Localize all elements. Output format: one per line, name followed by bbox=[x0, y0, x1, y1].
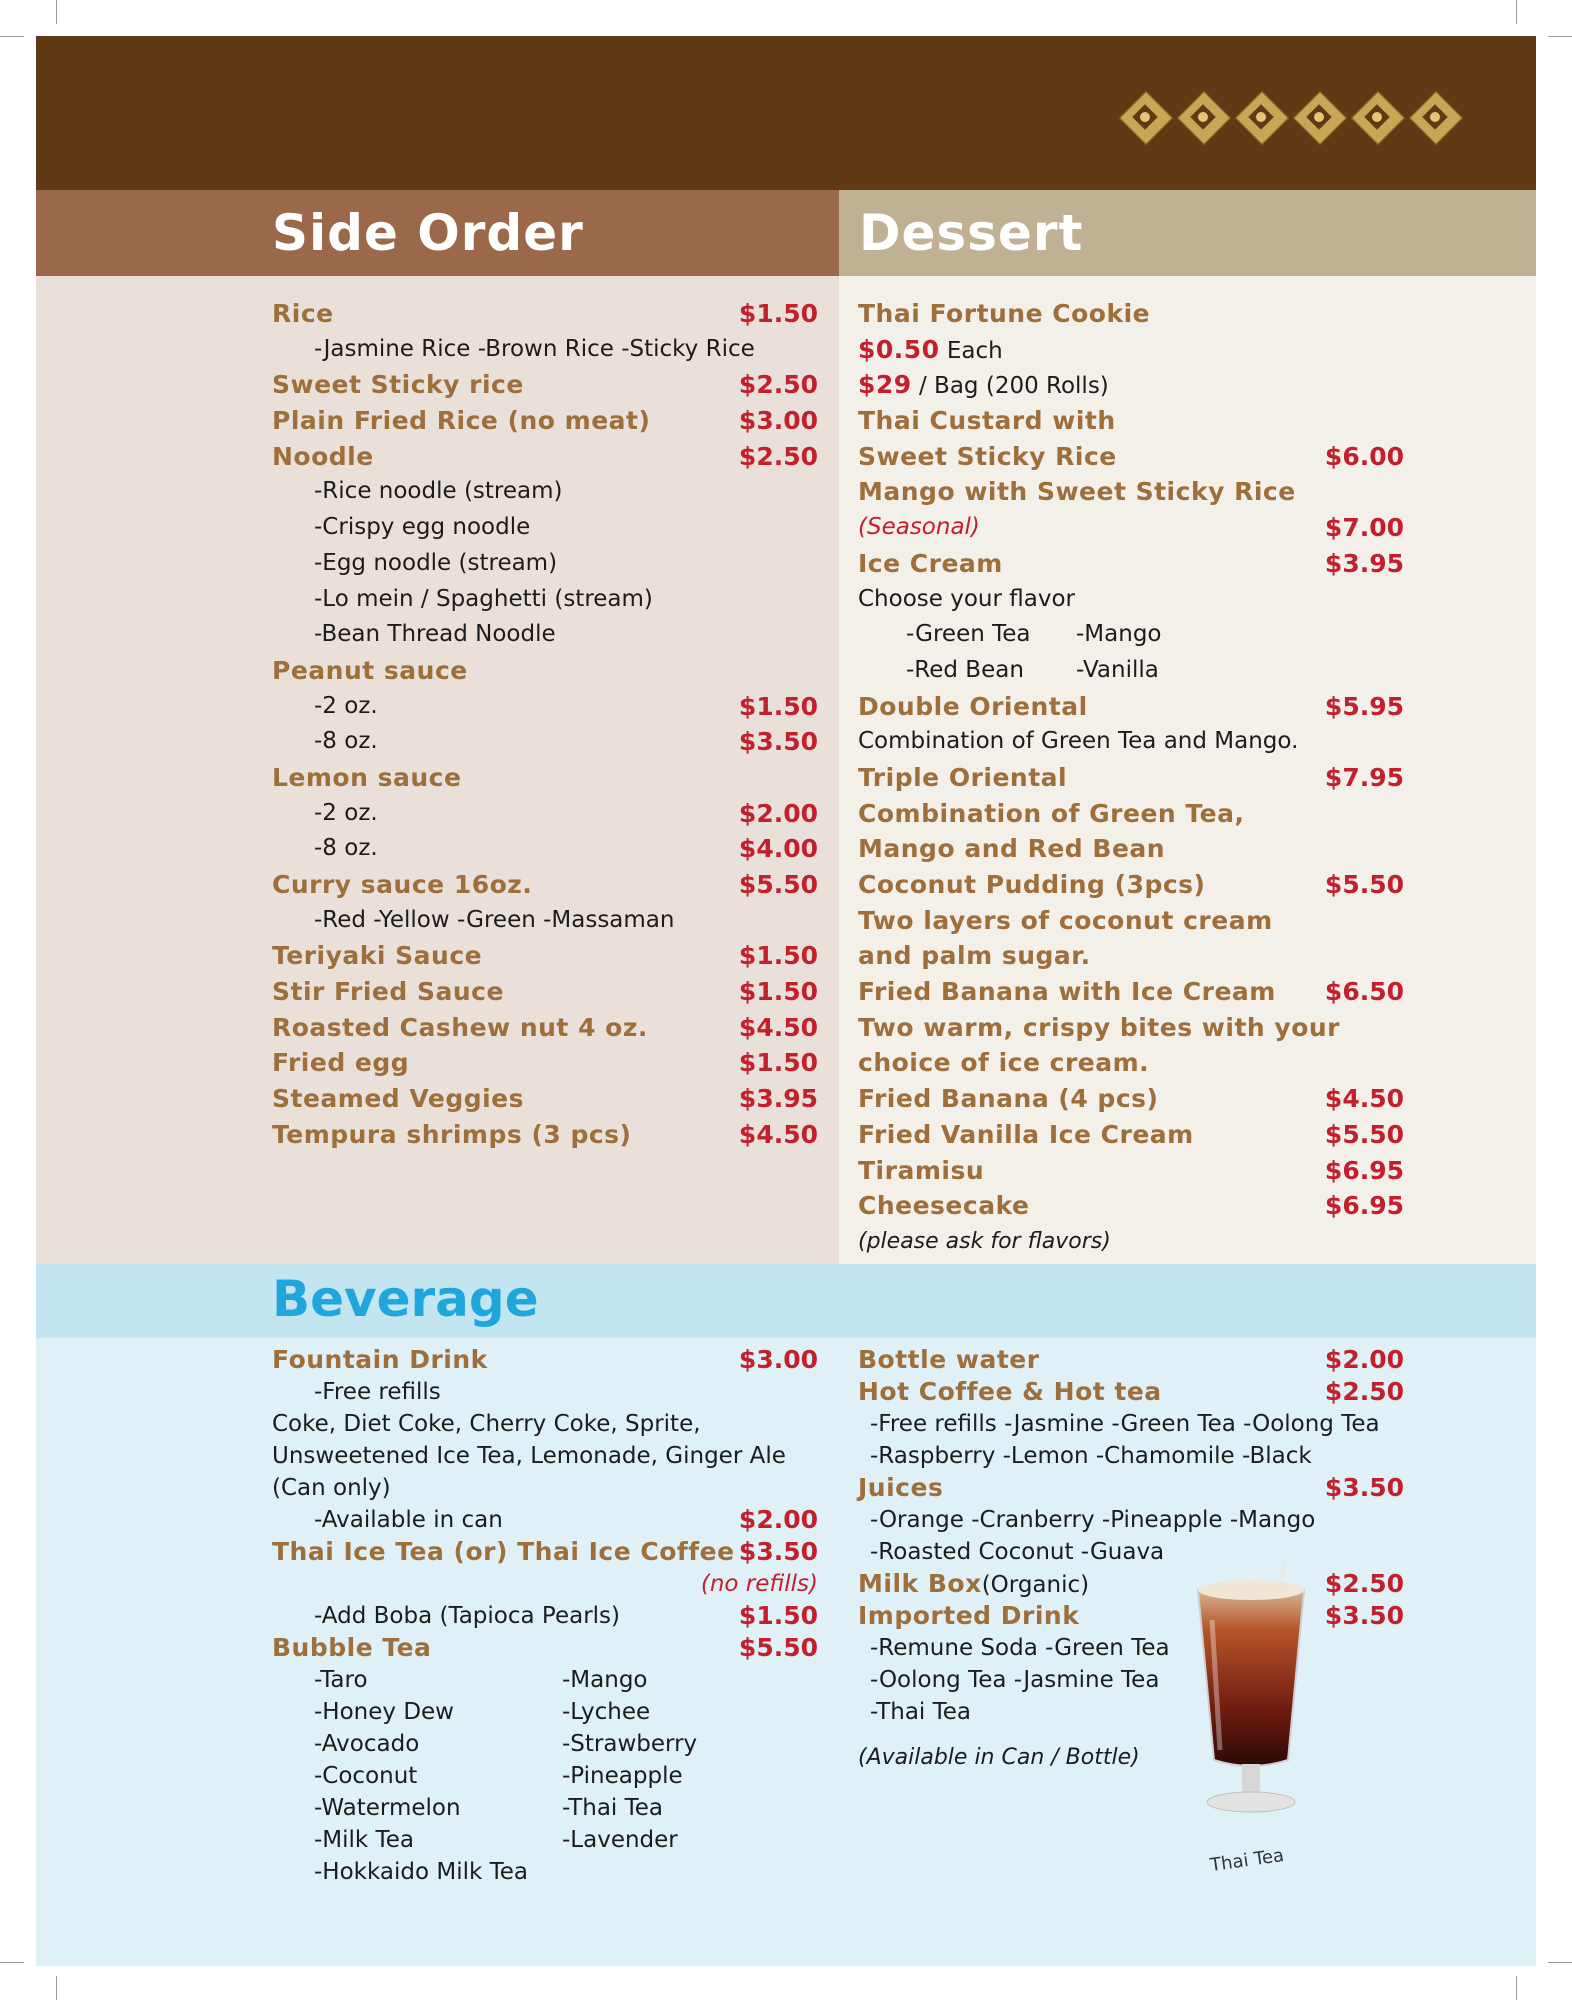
item-price: $3.00 bbox=[738, 406, 818, 436]
menu-item bbox=[272, 617, 818, 653]
item-name: Tempura shrimps (3 pcs) bbox=[272, 1119, 632, 1149]
item-name: Peanut sauce bbox=[272, 655, 468, 685]
item-note: (Organic) bbox=[981, 1572, 1090, 1598]
item-option: -Red -Yellow -Green -Massaman bbox=[314, 906, 675, 933]
flavor-option: -Hokkaido Milk Tea bbox=[314, 1859, 529, 1885]
menu-item bbox=[272, 367, 818, 403]
flavor-option: -Vanilla bbox=[1076, 656, 1159, 683]
dessert-list bbox=[858, 296, 1404, 1260]
item-price: $3.50 bbox=[1324, 1601, 1404, 1630]
item-name: Steamed Veggies bbox=[272, 1084, 525, 1114]
menu-item bbox=[858, 689, 1404, 725]
menu-item bbox=[272, 1117, 818, 1153]
photo-caption: Thai Tea bbox=[1208, 1844, 1286, 1877]
menu-item bbox=[858, 1664, 1404, 1696]
menu-item bbox=[858, 474, 1404, 510]
item-price: $5.50 bbox=[738, 1633, 818, 1662]
menu-item bbox=[272, 724, 818, 760]
menu-item bbox=[858, 938, 1404, 974]
flavor-option: -Red Bean bbox=[906, 656, 1024, 683]
thai-ornament-icon bbox=[1408, 90, 1462, 144]
menu-item bbox=[858, 724, 1404, 760]
item-name: Cheesecake bbox=[858, 1191, 1030, 1221]
menu-item bbox=[858, 1045, 1404, 1081]
menu-item bbox=[272, 760, 818, 796]
availability-note: (please ask for flavors) bbox=[858, 1228, 1111, 1254]
item-price: $4.00 bbox=[738, 834, 818, 864]
side-order-header bbox=[36, 190, 839, 276]
item-option: -Add Boba (Tapioca Pearls) bbox=[314, 1603, 621, 1629]
item-name: and palm sugar. bbox=[858, 941, 1091, 971]
menu-item bbox=[272, 974, 818, 1010]
item-name: Combination of Green Tea, bbox=[858, 798, 1245, 828]
menu-item bbox=[858, 796, 1404, 832]
item-price: $3.95 bbox=[738, 1084, 818, 1114]
menu-item bbox=[272, 653, 818, 689]
item-option: -8 oz. bbox=[314, 728, 378, 755]
thai-ornament-icon bbox=[1176, 90, 1230, 144]
flavor-option: -Lychee bbox=[562, 1699, 651, 1725]
menu-item bbox=[272, 582, 818, 618]
menu-item bbox=[858, 831, 1404, 867]
item-price: $2.00 bbox=[738, 798, 818, 828]
menu-item bbox=[858, 332, 1404, 368]
item-name: Sweet Sticky rice bbox=[272, 370, 524, 400]
item-price: $2.50 bbox=[738, 370, 818, 400]
menu-item bbox=[272, 474, 818, 510]
item-name: Tiramisu bbox=[858, 1155, 985, 1185]
menu-item bbox=[858, 1536, 1404, 1568]
bubble-tea-flavors bbox=[272, 1664, 818, 1888]
item-price: $5.50 bbox=[738, 870, 818, 899]
item-name: Sweet Sticky Rice bbox=[858, 441, 1117, 471]
side-order-title: Side Order bbox=[272, 204, 584, 262]
no-refills-note: (no refills) bbox=[700, 1571, 818, 1597]
item-name: Mango with Sweet Sticky Rice bbox=[858, 477, 1296, 507]
item-name: Triple Oriental bbox=[858, 762, 1068, 792]
item-option: -2 oz. bbox=[314, 692, 378, 719]
item-option: -Free refills -Jasmine -Green Tea -Oolong Tea bbox=[870, 1411, 1380, 1437]
flavor-option: -Mango bbox=[1076, 621, 1162, 648]
item-name: Mango and Red Bean bbox=[858, 834, 1166, 864]
item-name: Imported Drink bbox=[858, 1601, 1080, 1630]
item-name: Thai Fortune Cookie bbox=[858, 299, 1151, 328]
menu-item bbox=[272, 1632, 818, 1664]
menu-item bbox=[272, 1344, 818, 1376]
menu-item bbox=[272, 903, 818, 939]
item-name: Thai Custard with bbox=[858, 406, 1116, 436]
menu-item bbox=[858, 760, 1404, 796]
menu-item bbox=[272, 938, 818, 974]
item-price: $1.50 bbox=[738, 691, 818, 721]
beverage-header bbox=[36, 1264, 1536, 1338]
menu-item bbox=[858, 1081, 1404, 1117]
item-price: $2.00 bbox=[1324, 1345, 1404, 1374]
item-name: choice of ice cream. bbox=[858, 1048, 1150, 1078]
item-price: $2.50 bbox=[1324, 1569, 1404, 1598]
menu-item bbox=[858, 1408, 1404, 1440]
flavor-option: -Thai Tea bbox=[562, 1795, 663, 1821]
menu-item bbox=[858, 1696, 1404, 1728]
item-description: Choose your flavor bbox=[858, 585, 1075, 612]
flavor-row bbox=[272, 1856, 818, 1888]
flavor-option: -Strawberry bbox=[562, 1731, 698, 1757]
menu-item bbox=[858, 1504, 1404, 1536]
item-option: (Can only) bbox=[272, 1475, 391, 1501]
crop-mark bbox=[56, 0, 57, 24]
menu-item bbox=[858, 1117, 1404, 1153]
menu-item bbox=[858, 1224, 1404, 1260]
menu-item bbox=[858, 510, 1404, 546]
item-price: $2.50 bbox=[1324, 1377, 1404, 1406]
menu-item bbox=[858, 1600, 1404, 1632]
menu-item bbox=[272, 1408, 818, 1440]
crop-mark bbox=[1548, 36, 1572, 37]
item-price: $6.95 bbox=[1324, 1155, 1404, 1185]
menu-item bbox=[272, 403, 818, 439]
item-price: $7.95 bbox=[1324, 762, 1404, 792]
item-unit: / Bag (200 Rolls) bbox=[911, 373, 1109, 400]
item-name: Ice Cream bbox=[858, 548, 1003, 578]
flavor-row bbox=[272, 1824, 818, 1856]
item-price: $0.50 bbox=[858, 334, 940, 364]
menu-item bbox=[272, 510, 818, 546]
item-name: Fried egg bbox=[272, 1048, 410, 1078]
item-name: Juices bbox=[858, 1473, 944, 1502]
menu-item bbox=[858, 439, 1404, 475]
item-price: $5.50 bbox=[1324, 1119, 1404, 1149]
menu-item bbox=[858, 1632, 1404, 1664]
seasonal-note: (Seasonal) bbox=[858, 514, 980, 541]
flavor-option: -Green Tea bbox=[906, 621, 1031, 648]
flavor-option: -Avocado bbox=[314, 1731, 420, 1757]
crop-mark bbox=[1548, 1962, 1572, 1963]
thai-ornament-icon bbox=[1234, 90, 1288, 144]
item-option: -Rice noodle (stream) bbox=[314, 478, 563, 505]
flavor-row bbox=[272, 1792, 818, 1824]
flavor-option: -Honey Dew bbox=[314, 1699, 454, 1725]
dessert-header bbox=[839, 190, 1536, 276]
thai-ornament-icon bbox=[1118, 90, 1172, 144]
item-option: -Crispy egg noodle bbox=[314, 514, 531, 541]
menu-item bbox=[858, 867, 1404, 903]
menu-item bbox=[272, 796, 818, 832]
item-price: $3.00 bbox=[738, 1345, 818, 1374]
menu-item bbox=[858, 403, 1404, 439]
item-name: Bottle water bbox=[858, 1345, 1040, 1374]
item-price: $4.50 bbox=[738, 1012, 818, 1042]
item-option: -Orange -Cranberry -Pineapple -Mango bbox=[870, 1507, 1316, 1533]
item-price: $2.00 bbox=[738, 1505, 818, 1534]
item-price: $3.95 bbox=[1324, 548, 1404, 578]
thai-tea-photo bbox=[1190, 1560, 1312, 1820]
item-option: -2 oz. bbox=[314, 799, 378, 826]
flavor-row bbox=[272, 1760, 818, 1792]
item-price: $1.50 bbox=[738, 941, 818, 971]
item-unit: Each bbox=[939, 337, 1003, 364]
menu-item bbox=[858, 617, 1404, 653]
crop-mark bbox=[0, 36, 24, 37]
item-name: Bubble Tea bbox=[272, 1633, 432, 1662]
menu-item bbox=[272, 1472, 818, 1504]
thai-ornament-icon bbox=[1292, 90, 1346, 144]
item-price: $1.50 bbox=[738, 977, 818, 1007]
menu-item bbox=[858, 367, 1404, 403]
item-price: $4.50 bbox=[738, 1119, 818, 1149]
menu-item bbox=[858, 1440, 1404, 1472]
item-name: Two layers of coconut cream bbox=[858, 905, 1273, 935]
item-option: -Free refills bbox=[314, 1379, 441, 1405]
item-option: -Roasted Coconut -Guava bbox=[870, 1539, 1165, 1565]
availability-note: (Available in Can / Bottle) bbox=[858, 1745, 1140, 1770]
item-name: Plain Fried Rice (no meat) bbox=[272, 406, 651, 436]
item-name: Teriyaki Sauce bbox=[272, 941, 483, 971]
item-name: Fried Banana with Ice Cream bbox=[858, 977, 1276, 1007]
item-name: Fried Vanilla Ice Cream bbox=[858, 1119, 1194, 1149]
menu-item bbox=[858, 974, 1404, 1010]
item-price: $3.50 bbox=[738, 727, 818, 757]
item-price: $1.50 bbox=[738, 299, 818, 328]
menu-item bbox=[858, 1153, 1404, 1189]
thai-ornament-icon bbox=[1350, 90, 1404, 144]
item-name: Two warm, crispy bites with your bbox=[858, 1012, 1340, 1042]
menu-item bbox=[858, 582, 1404, 618]
menu-item bbox=[272, 1600, 818, 1632]
item-price: $1.50 bbox=[738, 1601, 818, 1630]
menu-item bbox=[858, 1344, 1404, 1376]
beverage-right-list bbox=[858, 1344, 1404, 1774]
item-name: Double Oriental bbox=[858, 691, 1088, 721]
item-name: Roasted Cashew nut 4 oz. bbox=[272, 1012, 648, 1042]
item-price: $1.50 bbox=[738, 1048, 818, 1078]
flavor-option: -Milk Tea bbox=[314, 1827, 414, 1853]
flavor-option: -Watermelon bbox=[314, 1795, 461, 1821]
flavor-option: -Mango bbox=[562, 1667, 648, 1693]
item-option: -Thai Tea bbox=[870, 1699, 971, 1725]
item-name: Milk Box bbox=[858, 1569, 982, 1598]
item-name: Curry sauce 16oz. bbox=[272, 870, 533, 899]
item-price: $6.00 bbox=[1324, 441, 1404, 471]
menu-item bbox=[858, 546, 1404, 582]
item-option: -Available in can bbox=[314, 1507, 503, 1533]
menu-item bbox=[858, 1376, 1404, 1408]
item-price: $5.95 bbox=[1324, 691, 1404, 721]
flavor-option: -Taro bbox=[314, 1667, 368, 1693]
flavor-row bbox=[272, 1664, 818, 1696]
flavor-row bbox=[272, 1728, 818, 1760]
item-name: Fountain Drink bbox=[272, 1345, 488, 1374]
item-name: Hot Coffee & Hot tea bbox=[858, 1377, 1162, 1406]
menu-item bbox=[858, 1568, 1404, 1600]
item-price: $7.00 bbox=[1324, 513, 1404, 543]
item-name: Fried Banana (4 pcs) bbox=[858, 1084, 1159, 1114]
item-option: -Remune Soda -Green Tea bbox=[870, 1635, 1170, 1661]
menu-item bbox=[858, 1010, 1404, 1046]
menu-item bbox=[858, 903, 1404, 939]
item-option: Unsweetened Ice Tea, Lemonade, Ginger Ale bbox=[272, 1443, 786, 1469]
menu-item bbox=[272, 867, 818, 903]
item-name: Noodle bbox=[272, 441, 374, 471]
menu-item bbox=[272, 546, 818, 582]
item-option: -Jasmine Rice -Brown Rice -Sticky Rice bbox=[314, 335, 755, 362]
side-order-list bbox=[272, 296, 818, 1153]
crop-mark bbox=[56, 1976, 57, 2000]
flavor-option: -Coconut bbox=[314, 1763, 418, 1789]
menu-item bbox=[272, 1376, 818, 1408]
menu-item bbox=[858, 1728, 1404, 1742]
menu-item bbox=[272, 1045, 818, 1081]
item-price: $29 bbox=[858, 370, 912, 400]
crop-mark bbox=[1516, 1976, 1517, 2000]
item-price: $4.50 bbox=[1324, 1084, 1404, 1114]
menu-item bbox=[858, 1472, 1404, 1504]
menu-item bbox=[272, 1440, 818, 1472]
item-price: $6.95 bbox=[1324, 1191, 1404, 1221]
item-option: -Bean Thread Noodle bbox=[314, 621, 556, 648]
beverage-left-list bbox=[272, 1344, 818, 1664]
menu-item bbox=[272, 1568, 818, 1600]
menu-item bbox=[858, 1188, 1404, 1224]
item-price: $3.50 bbox=[1324, 1473, 1404, 1502]
item-option: -Raspberry -Lemon -Chamomile -Black bbox=[870, 1443, 1312, 1469]
item-name: Rice bbox=[272, 299, 334, 328]
ornament-row bbox=[1118, 90, 1462, 144]
item-name: Lemon sauce bbox=[272, 762, 462, 792]
menu-item bbox=[272, 1536, 818, 1568]
flavor-row bbox=[272, 1696, 818, 1728]
item-price: $6.50 bbox=[1324, 977, 1404, 1007]
menu-item bbox=[272, 296, 818, 332]
item-price: $3.50 bbox=[738, 1537, 818, 1566]
menu-item bbox=[858, 296, 1404, 332]
item-name: Coconut Pudding (3pcs) bbox=[858, 870, 1206, 899]
item-description: Combination of Green Tea and Mango. bbox=[858, 728, 1299, 755]
item-name: Thai Ice Tea (or) Thai Ice Coffee bbox=[272, 1537, 735, 1566]
item-option: -8 oz. bbox=[314, 835, 378, 862]
item-option: -Lo mein / Spaghetti (stream) bbox=[314, 585, 653, 612]
item-option: -Egg noodle (stream) bbox=[314, 549, 558, 576]
item-price: $2.50 bbox=[738, 441, 818, 471]
menu-item bbox=[272, 1010, 818, 1046]
item-option: Coke, Diet Coke, Cherry Coke, Sprite, bbox=[272, 1411, 701, 1437]
item-option: -Oolong Tea -Jasmine Tea bbox=[870, 1667, 1160, 1693]
dessert-title: Dessert bbox=[859, 204, 1084, 262]
menu-item bbox=[272, 831, 818, 867]
crop-mark bbox=[1516, 0, 1517, 24]
item-name: Stir Fried Sauce bbox=[272, 977, 504, 1007]
beverage-title: Beverage bbox=[272, 1270, 539, 1328]
flavor-option: -Lavender bbox=[562, 1827, 678, 1853]
menu-item bbox=[272, 1504, 818, 1536]
menu-item bbox=[858, 1742, 1404, 1774]
menu-item bbox=[272, 1081, 818, 1117]
menu-item bbox=[272, 689, 818, 725]
crop-mark bbox=[0, 1962, 24, 1963]
flavor-option: -Pineapple bbox=[562, 1763, 683, 1789]
menu-item bbox=[272, 332, 818, 368]
menu-item bbox=[272, 439, 818, 475]
item-price: $5.50 bbox=[1324, 870, 1404, 899]
menu-item bbox=[858, 653, 1404, 689]
